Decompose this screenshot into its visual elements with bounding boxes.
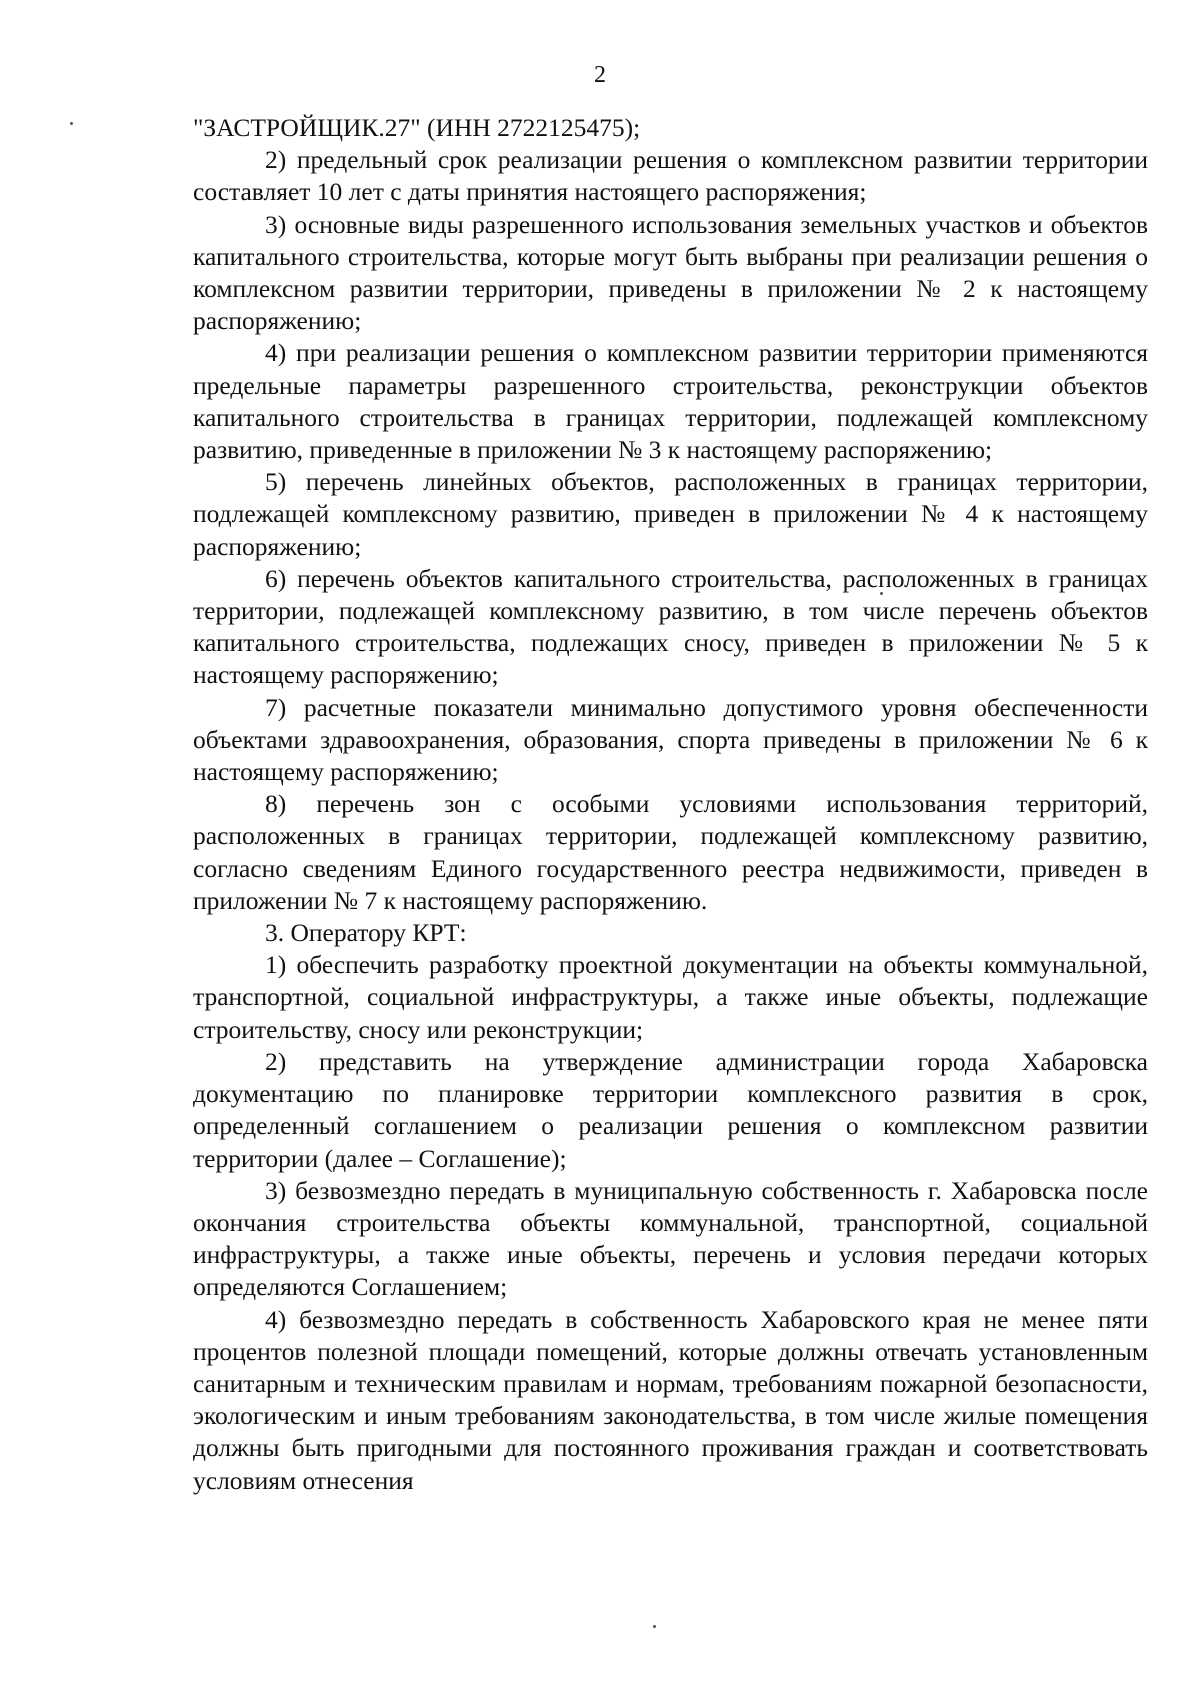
- paragraph-item-2-6: 6) перечень объектов капитального строительства, расположенных в границах территории, подлежащей комплексному развитию, в том числе перечень объектов капитального строительства, подлежащих сносу, приведен в приложении № 5 к настоящему распоряжению;: [193, 563, 1148, 690]
- paragraph-item-2-5: 5) перечень линейных объектов, расположенных в границах территории, подлежащей комплексному развитию, приведен в приложении № 4 к настоящему распоряжению;: [193, 467, 1148, 561]
- paragraph-item-3-1: 1) обеспечить разработку проектной документации на объекты коммунальной, транспортной, социальной инфраструктуры, а также иные объекты, подлежащие строительству, сносу или реконструкции;: [193, 950, 1148, 1044]
- paragraph-item-3-4: 4) безвозмездно передать в собственность Хабаровского края не менее пяти процентов полезной площади помещений, которые должны отвечать установленным санитарным и техническим правилам и нормам, требованиям пожарной безопасности, экологическим и иным требованиям законодательства, в том числе жилые помещения должны быть пригодными для постоянного проживания граждан и соответствовать условиям отнесения: [193, 1304, 1148, 1495]
- paragraph-item-3-3: 3) безвозмездно передать в муниципальную собственность г. Хабаровска после окончания строительства объекты коммунальной, транспортной, социальной инфраструктуры, а также иные объекты, перечень и условия передачи которых определяются Соглашением;: [193, 1175, 1148, 1302]
- paragraph-item-3-2: 2) представить на утверждение администрации города Хабаровска документацию по планировке территории комплексного развития в срок, определенный соглашением о реализации решения о комплексном развитии территории (далее – Соглашение);: [193, 1046, 1148, 1173]
- paragraph-item-2-8: 8) перечень зон с особыми условиями использования территорий, расположенных в границах территории, подлежащей комплексному развитию, согласно сведениям Единого государственного реестра недвижимости, приведен в приложении № 7 к настоящему распоряжению.: [193, 789, 1148, 915]
- paragraph-item-2-4: 4) при реализации решения о комплексном развитии территории применяются предельные параметры разрешенного строительства, реконструкции объектов капитального строительства в границах территории, подлежащей комплексному развитию, приведенные в приложении № 3 к настоящему распоряжению;: [193, 338, 1148, 465]
- paragraph-item-2-2: 2) предельный срок реализации решения о комплексном развитии территории составляет 10 лет с даты принятия настоящего распоряжения;: [193, 145, 1148, 207]
- paragraph-continuation: "ЗАСТРОЙЩИК.27" (ИНН 2722125475);: [193, 113, 641, 142]
- section-heading-3: 3. Оператору КРТ:: [265, 918, 467, 948]
- page-number: 2: [594, 62, 606, 88]
- paragraph-item-2-7: 7) расчетные показатели минимально допустимого уровня обеспеченности объектами здравоохранения, образования, спорта приведены в приложении № 6 к настоящему распоряжению;: [193, 692, 1148, 787]
- document-body: [193, 112, 1148, 1497]
- scan-speck: [653, 1625, 656, 1628]
- scan-speck: [70, 122, 73, 125]
- paragraph-item-2-3: 3) основные виды разрешенного использования земельных участков и объектов капитального строительства, которые могут быть выбраны при реализации решения о комплексном развитии территории, приведены в приложении № 2 к настоящему распоряжению;: [193, 209, 1148, 336]
